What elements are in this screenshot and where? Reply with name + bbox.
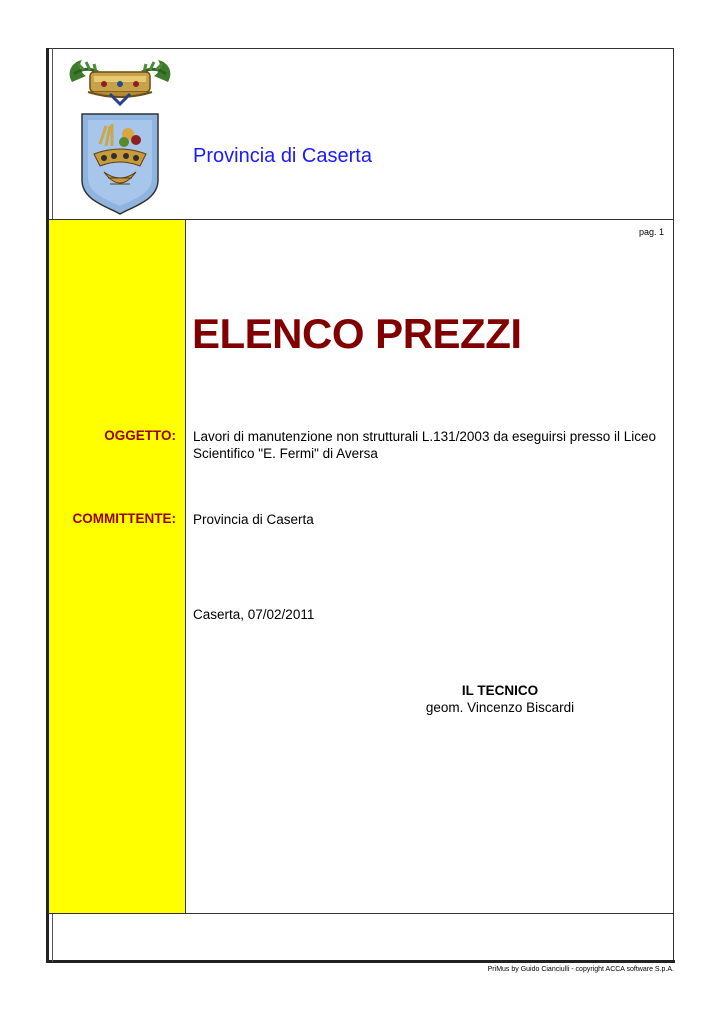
frame-bottom-rule [48, 960, 675, 963]
place-and-date: Caserta, 07/02/2011 [193, 607, 315, 622]
inner-rule-bottom [52, 914, 53, 962]
committente-value: Provincia di Caserta [193, 512, 314, 527]
footer-divider [48, 913, 674, 914]
software-credit: PriMus by Guido Cianciulli - copyright ACCA software S.p.A. [487, 966, 674, 973]
signature-block [400, 682, 600, 716]
signature-name: geom. Vincenzo Biscardi [425, 700, 575, 715]
organization-name: Provincia di Caserta [193, 145, 372, 167]
oggetto-value: Lavori di manutenzione non strutturali L.131/2003 da eseguirsi presso il Liceo Scientifico "E. Fermi" di Aversa [193, 429, 657, 461]
coat-of-arms-icon [64, 54, 176, 216]
shield-icon [82, 114, 158, 214]
sidebar-column [49, 220, 186, 913]
signature-title: IL TECNICO [461, 683, 539, 698]
page-number: pag. 1 [638, 227, 664, 237]
inner-rule-top [52, 48, 53, 220]
crown-icon [70, 60, 171, 104]
committente-label: COMMITTENTE: [72, 511, 176, 526]
oggetto-label: OGGETTO: [104, 428, 176, 443]
document-title: ELENCO PREZZI [192, 310, 522, 357]
